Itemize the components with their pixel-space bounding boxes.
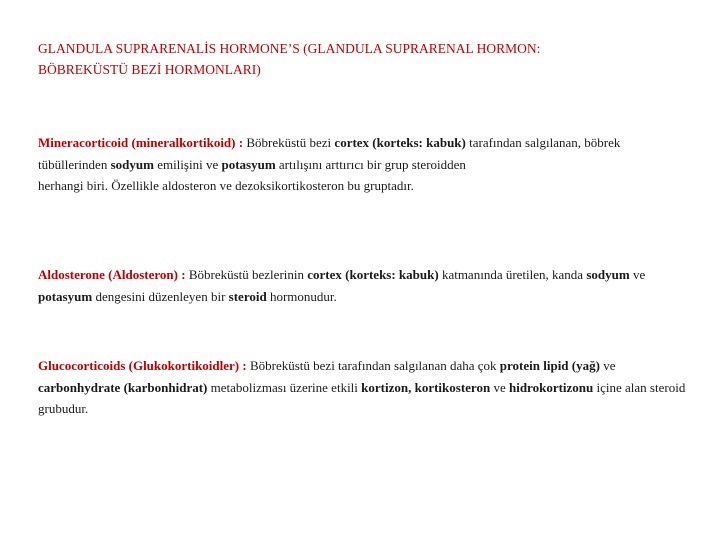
definition-keyword: potasyum [221, 156, 276, 172]
definition-text: emilişini ve [153, 156, 222, 172]
definition-keyword: sodyum [110, 156, 154, 172]
definition-text: ve [629, 267, 646, 282]
definition-aldosterone [38, 264, 688, 307]
definition-text: içine alan steroid grubudur. [38, 379, 686, 416]
definition-text-last-line: herhangi biri. Özellikle aldosteron ve dezoksikortikosteron bu gruptadır. [38, 178, 414, 193]
definition-text: ve [599, 358, 616, 373]
definition-keyword: protein lipid (yağ) [499, 358, 600, 373]
definition-text: tarafından salgılanan, böbrek tübüllerinden [38, 135, 621, 172]
definition-keyword: steroid [228, 288, 267, 304]
definition-text: dengesini düzenleyen bir [92, 288, 229, 304]
page-title-line-1: GLANDULA SUPRARENALİS HORMONE’S (GLANDULA SUPRARENAL HORMON: [38, 41, 541, 56]
definition-text: Böbreküstü bezi tarafından salgılanan daha çok [246, 358, 500, 373]
definition-text: Böbreküstü bezlerinin [185, 267, 308, 282]
definition-term: Mineracorticoid (mineralkortikoid) : [38, 135, 244, 150]
definition-term: Aldosterone (Aldosteron) : [38, 267, 186, 282]
definition-mineralocorticoid [38, 132, 688, 197]
definition-text: ve [490, 379, 509, 395]
definition-keyword: carbonhydrate (karbonhidrat) [38, 379, 208, 395]
definition-text: metabolizması üzerine etkili [207, 379, 362, 395]
definition-keyword: sodyum [586, 267, 630, 282]
definition-text: katmanında üretilen, kanda [438, 267, 587, 282]
definition-text: Böbreküstü bezi [243, 135, 335, 150]
page-title [38, 38, 688, 80]
definition-glucocorticoids [38, 355, 688, 420]
definition-text: artılışını arttırıcı bir grup steroidden [275, 156, 466, 172]
definition-keyword: potasyum [38, 288, 93, 304]
definition-keyword: cortex (korteks: kabuk) [307, 267, 439, 282]
definition-keyword: kortizon, kortikosteron [361, 379, 491, 395]
page-title-line-2: BÖBREKÜSTÜ BEZİ HORMONLARI) [38, 62, 261, 77]
definition-term: Glucocorticoids (Glukokortikoidler) : [38, 358, 247, 373]
definition-text: hormonudur. [266, 288, 337, 304]
definition-keyword: cortex (korteks: kabuk) [334, 135, 466, 150]
definition-keyword: hidrokortizonu [508, 379, 594, 395]
